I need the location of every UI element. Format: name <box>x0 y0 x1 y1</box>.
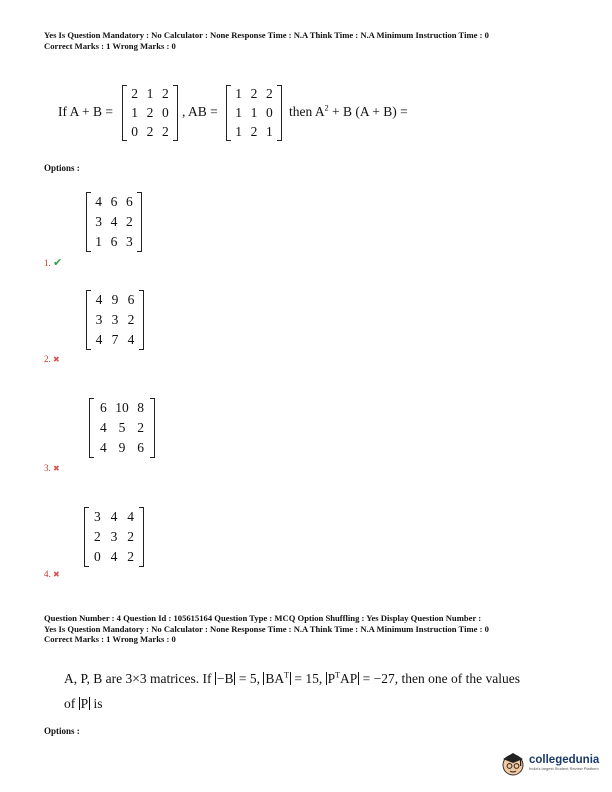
matrix-cell: 4 <box>95 194 103 209</box>
matrix-cell: 4 <box>99 440 107 455</box>
logo-tagline: India's largest Student Review Platform <box>529 766 599 772</box>
matrix-cell: 2 <box>250 123 258 139</box>
q4-abs-ba-transpose: $BA^T$ <box>265 670 289 686</box>
q4-meta <box>44 613 489 645</box>
matrix-cell: 4 <box>110 214 118 229</box>
matrix-cell: 8 <box>137 400 145 415</box>
right-bracket <box>150 398 155 458</box>
right-bracket <box>139 290 144 350</box>
q4-stem-line1 <box>64 671 520 687</box>
q3-options-label: Options : <box>44 163 80 173</box>
option-2-number: 2. <box>44 354 51 364</box>
matrix-cell: 0 <box>265 105 273 120</box>
matrix-cell: 3 <box>93 509 101 524</box>
cross-icon: ✖ <box>53 570 60 579</box>
matrix-cell: 2 <box>161 86 169 102</box>
matrix-cell: 3 <box>125 234 133 249</box>
option-1-matrix <box>86 192 142 252</box>
right-bracket <box>277 85 282 141</box>
q4-abs-p: P <box>80 696 89 711</box>
q3-stem-prefix: If A + B = <box>58 104 113 119</box>
right-bracket <box>173 85 178 141</box>
matrix-cell: 2 <box>93 529 101 544</box>
matrix-cell: 9 <box>118 440 126 455</box>
matrix-cell: 1 <box>131 105 139 120</box>
matrix-cell: 4 <box>110 549 118 564</box>
matrix-cell: 2 <box>127 529 135 544</box>
matrix-cell: 4 <box>127 509 135 524</box>
matrix-cell: 1 <box>146 86 154 102</box>
matrix-cell: 4 <box>99 420 107 435</box>
matrix-cell: 2 <box>250 86 258 102</box>
matrix-cell: 0 <box>93 549 101 564</box>
matrix-cell: 2 <box>161 123 169 139</box>
q4-stem-part1: A, P, B are 3×3 matrices. If <box>64 671 215 686</box>
matrix-cell: 3 <box>95 214 103 229</box>
q3-stem-then-b: + B (A + B) = <box>328 104 408 119</box>
q4-meta-line1: Question Number : 4 Question Id : 105615164 Question Type : MCQ Option Shuffling : Yes Display Question Number : <box>44 613 482 623</box>
matrix-cell: 3 <box>110 529 118 544</box>
matrix-cell: 2 <box>127 312 135 327</box>
check-icon: ✔ <box>53 257 63 269</box>
logo-mascot-icon <box>500 750 526 776</box>
option-4-matrix <box>84 507 144 567</box>
matrix-cell: 1 <box>95 234 103 249</box>
option-4-marker[interactable] <box>44 569 60 579</box>
q4-meta-line2: Yes Is Question Mandatory : No Calculator : None Response Time : N.A Think Time : N.A Minimum Instruction Time : 0 <box>44 623 489 634</box>
cross-icon: ✖ <box>53 355 60 364</box>
q4-stem-part3: = 15, <box>290 671 326 686</box>
q4-abs-ptap: $P^TAP$ <box>327 670 358 686</box>
matrix-cell: 6 <box>125 194 133 209</box>
option-1-number: 1. <box>44 258 51 268</box>
q3-stem-mid: , AB = <box>182 104 218 119</box>
matrix-cell: 0 <box>161 105 169 120</box>
q4-stem-part4: = −27, then one of the values <box>359 671 520 686</box>
matrix-cell: 6 <box>110 194 118 209</box>
q4-abs-minus-b: −B <box>216 671 234 686</box>
matrix-cell: 0 <box>131 123 139 139</box>
option-1-marker[interactable] <box>44 256 62 269</box>
option-3-number: 3. <box>44 463 51 473</box>
q3-meta <box>44 30 489 51</box>
q3-meta-line2: Correct Marks : 1 Wrong Marks : 0 <box>44 40 176 51</box>
matrix-cell: 4 <box>95 332 103 347</box>
q3-meta-line1: Yes Is Question Mandatory : No Calculator : None Response Time : N.A Think Time : N.A Minimum Instruction Time : 0 <box>44 30 489 40</box>
option-4-number: 4. <box>44 569 51 579</box>
matrix-cell: 1 <box>235 123 243 139</box>
collegedunia-logo <box>500 750 599 776</box>
matrix-cell: 9 <box>111 292 119 307</box>
matrix-cell: 2 <box>265 86 273 102</box>
right-bracket <box>137 192 142 252</box>
matrix-cell: 2 <box>146 123 154 139</box>
option-2-matrix <box>86 290 144 350</box>
matrix-cell: 2 <box>146 105 154 120</box>
matrix-cell: 3 <box>111 312 119 327</box>
matrix-cell: 2 <box>131 86 139 102</box>
matrix-cell: 4 <box>127 332 135 347</box>
matrix-cell: 2 <box>137 420 145 435</box>
matrix-cell: 1 <box>235 105 243 120</box>
matrix-cell: 3 <box>95 312 103 327</box>
matrix-cell: 2 <box>125 214 133 229</box>
matrix-cell: 6 <box>127 292 135 307</box>
cross-icon: ✖ <box>53 464 60 473</box>
q3-stem-then-a: then A <box>289 104 325 119</box>
matrix-cell: 4 <box>95 292 103 307</box>
matrix-cell: 2 <box>127 549 135 564</box>
matrix-cell: 1 <box>265 123 273 139</box>
matrix-cell: 5 <box>118 420 126 435</box>
matrix-cell: 4 <box>110 509 118 524</box>
matrix-cell: 6 <box>137 440 145 455</box>
option-3-marker[interactable] <box>44 463 60 473</box>
matrix-cell: 10 <box>115 400 129 415</box>
matrix-cell: 6 <box>110 234 118 249</box>
matrix-cell: 7 <box>111 332 119 347</box>
matrix-cell: 6 <box>99 400 107 415</box>
q4-meta-line3: Correct Marks : 1 Wrong Marks : 0 <box>44 634 176 644</box>
q3-stem-exponent: 2 <box>324 103 329 113</box>
q4-stem-part2: = 5, <box>235 671 264 686</box>
q4-stem-line2: of P is <box>64 696 103 711</box>
q3-matrix-ab <box>226 85 282 141</box>
matrix-cell: 1 <box>235 86 243 102</box>
q3-stem-then <box>289 104 408 120</box>
logo-name: collegedunia <box>529 753 600 766</box>
q3-matrix-a-plus-b <box>122 85 178 141</box>
option-3-matrix <box>89 398 155 458</box>
q4-options-label: Options : <box>44 726 80 736</box>
right-bracket <box>139 507 144 567</box>
matrix-cell: 1 <box>250 105 258 120</box>
option-2-marker[interactable] <box>44 354 60 364</box>
